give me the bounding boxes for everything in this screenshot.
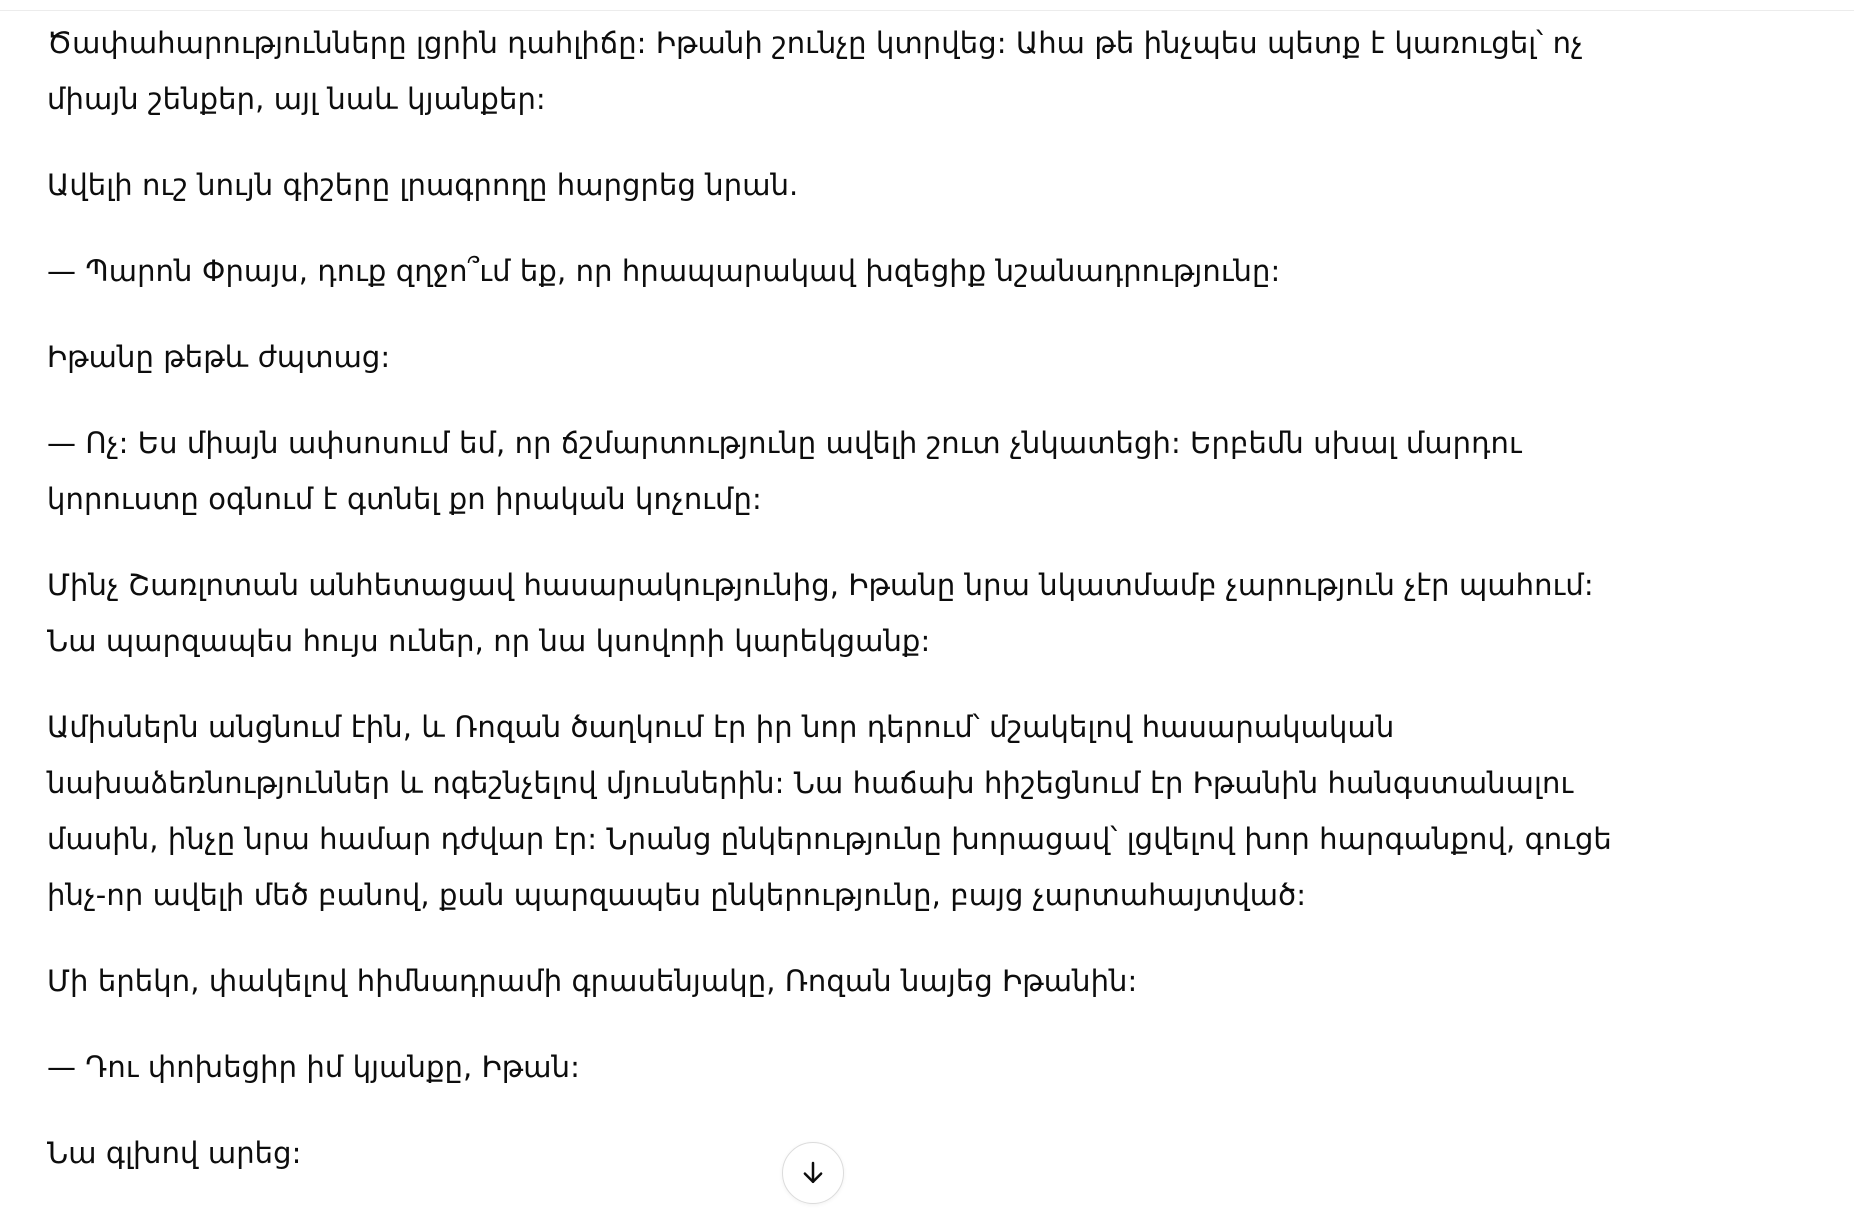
assistant-message xyxy=(47,15,1617,1211)
top-divider xyxy=(0,10,1854,11)
message-paragraph: — Դու փոխեցիր իմ կյանքը, Իթան: xyxy=(47,1050,581,1084)
message-paragraph: Իթանը թեթև ժպտաց: xyxy=(47,340,391,374)
message-paragraph: Ավելի ուշ նույն գիշերը լրագրողը հարցրեց նրան. xyxy=(47,168,799,202)
arrow-down-icon xyxy=(798,1158,828,1188)
message-paragraph: Մինչ Շառլոտան անհետացավ հասարակությունից, Իթանը նրա նկատմամբ չարություն չէր պահում: Նա պարզապես հույս ուներ, որ նա կսովորի կարեկցանք: xyxy=(47,568,1594,658)
message-paragraph: Նա գլխով արեց: xyxy=(47,1136,302,1170)
message-paragraph: — Ոչ: Ես միայն ափսոսում եմ, որ ճշմարտությունը ավելի շուտ չնկատեցի: Երբեմն սխալ մարդու կորուստը օգնում է գտնել քո իրական կոչումը: xyxy=(47,426,1522,516)
scroll-down-button[interactable] xyxy=(782,1142,844,1204)
message-paragraph: Մի երեկո, փակելով հիմնադրամի գրասենյակը, Ռոզան նայեց Իթանին: xyxy=(47,964,1138,998)
message-paragraph: Ծափահարությունները լցրին դահլիճը: Իթանի շունչը կտրվեց: Ահա թե ինչպես պետք է կառուցել՝ ոչ միայն շենքեր, այլ նաև կյանքեր: xyxy=(47,26,1583,116)
message-paragraph: Ամիսներն անցնում էին, և Ռոզան ծաղկում էր իր նոր դերում՝ մշակելով հասարակական նախաձեռնություններ և ոգեշնչելով մյուսներին: Նա հաճախ հիշեցնում էր Իթանին հանգստանալու մասին, ինչը նրա համար դժվար էր: Նրանց ընկերությունը խորացավ՝ լցվելով խոր հարգանքով, գուցե ինչ-որ ավելի մեծ բանով, քան պարզապես ընկերությունը, բայց չարտահայտված: xyxy=(47,710,1612,912)
message-paragraph: — Պարոն Փրայս, դուք զղջո՞ւմ եք, որ հրապարակավ խզեցիք նշանադրությունը: xyxy=(47,254,1281,288)
